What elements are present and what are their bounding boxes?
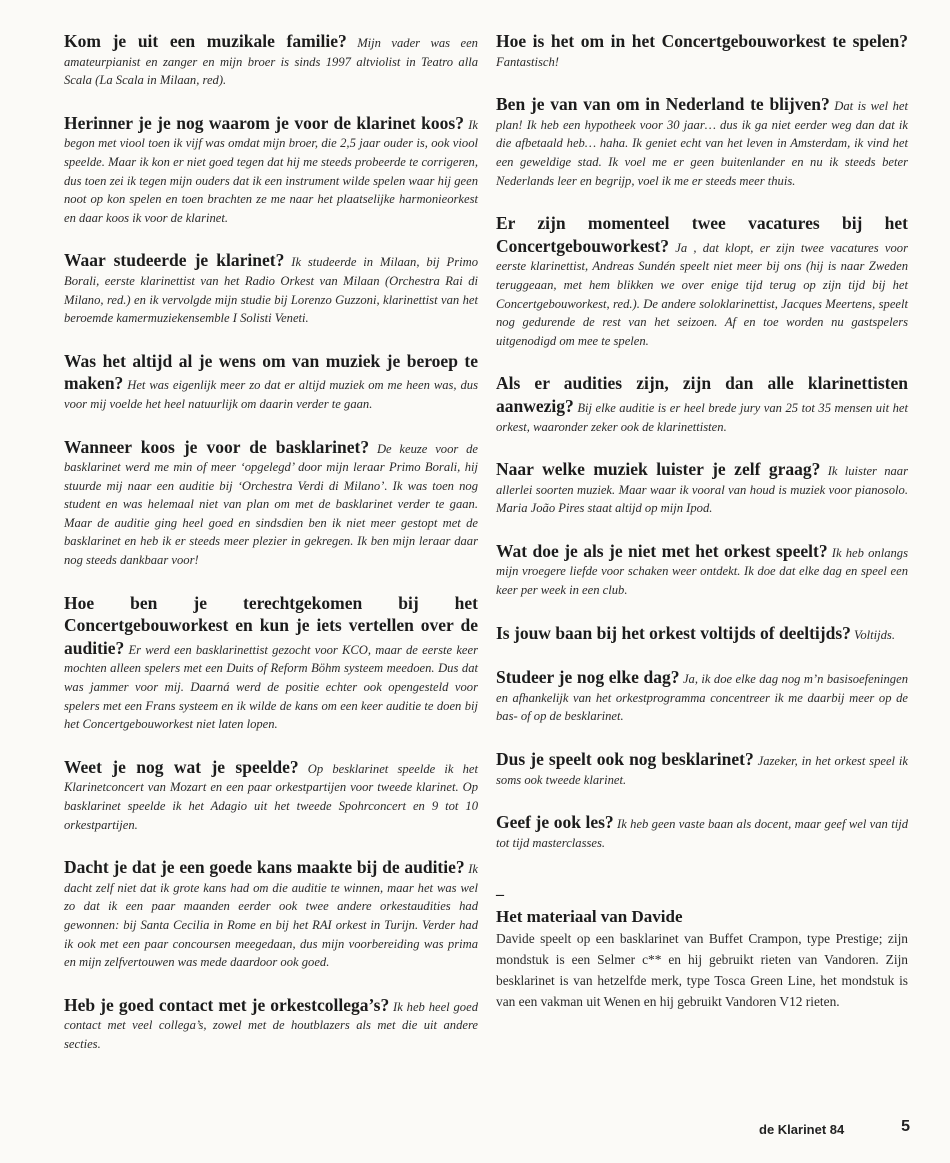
answer: Ik studeerde in Milaan, bij Primo Borali, eerste klarinettist van het Radio Orkest van Milaan (Orchestra Rai di Milano, red.) en ik vervolgde mijn studie bij Lorenzo Guzzoni, klarinettist van het beroemde kamermuziekensemble I Solisti Veneti. [64, 255, 479, 326]
question: Er zijn momenteel twee vacatures bij het Concertgebouworkest? [496, 213, 908, 256]
section-dash: – [496, 886, 504, 904]
question: Hoe ben je terechtgekomen bij het Concertgebouworkest en kun je iets vertellen over de auditie? [64, 592, 478, 658]
qa-item [496, 540, 908, 600]
answer: Er werd een basklarinettist gezocht voor KCO, maar de eerste keer mochten alleen spelers met een Duits of Reform Böhm systeem meedoen. Dus dat was jammer voor mij. Daarná werd de positie echter ook opengesteld voor spelers met een Frans systeem en ik wilde de kans om een keer auditie te doen bij het Concertgebouworkest niet laten lopen. [64, 642, 478, 732]
qa-item [496, 212, 908, 350]
qa-item [496, 666, 908, 726]
qa-item [496, 30, 908, 71]
qa-item [64, 994, 478, 1054]
answer: Ik heb onlangs mijn vroegere liefde voor schaken weer ontdekt. Ik doe dat elke dag en speel een keer per week in een club. [496, 545, 908, 598]
question: Is jouw baan bij het orkest voltijds of deeltijds? [496, 622, 851, 643]
answer: Jazeker, in het orkest speel ik soms ook tweede klarinet. [496, 754, 908, 787]
qa-item [64, 350, 478, 414]
qa-item [64, 436, 478, 570]
magazine-name: de Klarinet 84 [759, 1122, 845, 1137]
answer: Mijn vader was een amateurpianist en zanger en mijn broer is sinds 1997 altviolist in Teatro alla Scala (La Scala in Milaan, red). [64, 36, 478, 88]
question: Wanneer koos je voor de basklarinet? [64, 436, 370, 457]
qa-item [496, 458, 908, 518]
qa-item [64, 856, 478, 972]
right-column [496, 30, 908, 1012]
answer: Ja , dat klopt, er zijn twee vacatures voor eerste klarinettist, Andreas Sundén speelt niet meer bij ons (hij is naar Zweden teruggeaan, met hem blikken we over enige tijd terug op zijn tijd bij het Concertgebouworkest, red.). De andere soloklarinettist, Jacques Meertens, speelt nog gedurende de rest van het seizoen. Af en toe worden nu gastspelers uitgenodigd om mee te spelen. [496, 240, 908, 348]
qa-item [496, 93, 908, 190]
question: Geef je ook les? [496, 812, 614, 833]
question: Naar welke muziek luister je zelf graag? [496, 459, 821, 480]
question: Weet je nog wat je speelde? [64, 756, 299, 777]
answer: Het was eigenlijk meer zo dat er altijd muziek om me heen was, dus voor mij voelde het heel natuurlijk om daarin verder te gaan. [64, 378, 478, 411]
qa-item [64, 249, 478, 327]
answer: Bij elke auditie is er heel brede jury van 25 tot 35 mensen uit het orkest, waaronder zeker ook de klarinettisten. [496, 400, 908, 434]
question: Hoe is het om in het Concertgebouworkest te spelen? [496, 31, 908, 51]
question: Dacht je dat je een goede kans maakte bij de auditie? [64, 857, 465, 878]
question: Waar studeerde je klarinet? [64, 250, 285, 271]
answer: Ik heb geen vaste baan als docent, maar geef wel van tijd tot tijd masterclasses. [496, 817, 908, 850]
question: Was het altijd al je wens om van muziek je beroep te maken? [64, 350, 478, 394]
answer: Voltijds. [854, 627, 895, 642]
qa-item [64, 30, 478, 90]
answer: Dat is wel het plan! Ik heb een hypotheek voor 30 jaar… dus ik ga niet eerder weg dan dat ik die afbetaald heb… haha. Ik geniet echt van het leven in Amsterdam, ik vind het een geweldige stad. Ik voel me er geen buitenlander en nu ik steeds beter Nederlands leer en begrijp, voel ik me er steeds meer thuis. [496, 99, 908, 188]
question: Herinner je je nog waarom je voor de klarinet koos? [64, 112, 464, 133]
question: Ben je van van om in Nederland te blijven? [496, 94, 830, 115]
question: Heb je goed contact met je orkestcollega’s? [64, 994, 390, 1015]
question: Als er audities zijn, zijn dan alle klarinettisten aanwezig? [496, 373, 908, 416]
qa-item [496, 372, 908, 436]
question: Studeer je nog elke dag? [496, 667, 680, 688]
answer: Ik dacht zelf niet dat ik grote kans had om die auditie te winnen, maar het was wel zo dat ik een paar maanden eerder ook twee andere orkestaudities had gewonnen: bij Santa Cecilia in Rome en bij het RAI orkest in Turijn. Verder had ik ook met een paar concoursen meegedaan, dus mijn voorbereiding was prima en mijn zelfvertouwen was mede daardoor ook goed. [64, 862, 479, 970]
page-number: 5 [901, 1118, 910, 1135]
answer: Ik begon met viool toen ik vijf was omdat mijn broer, die 2,5 jaar ouder is, ook viool speelde. Maar ik kon er niet goed tegen dat hij me steeds probeerde te corrigeren, dus toen zei ik tegen mijn ouders dat ik een instrument wilde spelen waar hij geen noot op kon spelen en toen brachten ze me naar het plaatselijke harmonieorkest en daar koos ik voor de klarinet. [64, 117, 478, 225]
question: Kom je uit een muzikale familie? [64, 31, 347, 51]
material-text: Davide speelt op een basklarinet van Buffet Crampon, type Prestige; zijn mondstuk is een Selmer c** en hij gebruikt rieten van Vandoren. Zijn besklarinet is van hetzelfde merk, type Tosca Green Line, het mondstuk is van een vakman uit Wenen en hij gebruikt Vandoren V12 rieten. [496, 931, 908, 1010]
material-title: Het materiaal van Davide [496, 907, 683, 927]
qa-item [64, 756, 478, 834]
qa-item [64, 592, 478, 734]
answer: Ja, ik doe elke dag nog m’n basisoefeningen en afhankelijk van het orkestprogramma concentreer ik me daarbij meer op de bas- of op de besklarinet. [496, 672, 908, 724]
qa-item [496, 622, 908, 645]
answer: De keuze voor de basklarinet werd me min of meer ‘opgelegd’ door mijn leraar Primo Borali, hij stuurde mij naar een auditie bij ‘Orchestra Verdi di Milano’. Ik was toen nog student en was helemaal niet van plan om met de basklarinet verder te gaan. Maar de auditie ging heel goed en sindsdien ben ik niet meer gestopt met de basklarinet en heb ik er steeds meer plezier in gekregen. Ik ben mijn leraar daar nog steeds dankbaar voor! [64, 441, 478, 568]
material-box [496, 888, 908, 1012]
answer: Op besklarinet speelde ik het Klarinetconcert van Mozart en een paar orkestpartijen voor tweede klarinet. Op basklarinet speelde ik het Adagio uit het tweede Spohrconcert en 9 tot 10 orkestpartijen. [64, 761, 478, 832]
qa-item [496, 748, 908, 789]
answer: Ik luister naar allerlei soorten muziek. Maar waar ik vooral van houd is muziek voor pianosolo. Maria João Pires staat altijd op mijn Ipod. [496, 464, 909, 516]
qa-item [64, 112, 478, 228]
qa-item [496, 811, 908, 852]
answer: Fantastisch! [496, 54, 559, 69]
question: Dus je speelt ook nog besklarinet? [496, 749, 754, 770]
left-column [64, 30, 478, 1076]
page-footer [745, 1118, 910, 1142]
question: Wat doe je als je niet met het orkest speelt? [496, 540, 828, 561]
answer: Ik heb heel goed contact met veel collega’s, zowel met de houtblazers als met die uit andere secties. [64, 999, 478, 1051]
